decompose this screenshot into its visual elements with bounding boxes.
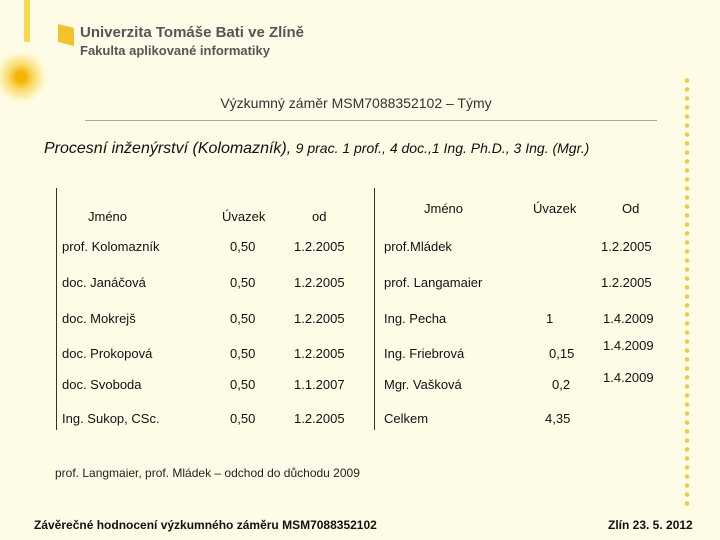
university-name: Univerzita Tomáše Bati ve Zlíně [80, 24, 304, 41]
left-row-4-name: doc. Prokopová [62, 346, 153, 361]
table-left-border [56, 188, 57, 430]
title-divider [85, 120, 657, 121]
left-row-4-from: 1.2.2005 [294, 346, 345, 361]
right-row-6-workload: 4,35 [545, 411, 571, 426]
left-row-2-name: doc. Janáčová [62, 275, 146, 290]
right-row-2-name: prof. Langamaier [384, 275, 483, 290]
left-header-from: od [312, 209, 327, 224]
faculty-name: Fakulta aplikované informatiky [80, 43, 271, 58]
right-header-from: Od [622, 201, 640, 216]
left-row-2-from: 1.2.2005 [294, 275, 345, 290]
left-row-4-workload: 0,50 [230, 346, 256, 361]
decorative-dotted-line [684, 76, 690, 506]
decorative-top-line [24, 0, 30, 42]
project-title: Výzkumný záměr MSM7088352102 – Týmy [220, 95, 492, 111]
right-row-3-name: Ing. Pecha [384, 311, 447, 326]
right-header-name: Jméno [424, 201, 464, 216]
right-row-2-from: 1.2.2005 [601, 275, 652, 290]
university-logo-icon [58, 24, 74, 46]
team-heading-sub: 9 prac. 1 prof., 4 doc.,1 Ing. Ph.D., 3 Ing. (Mgr.) [295, 140, 590, 156]
right-row-4-from: 1.4.2009 [603, 338, 654, 353]
left-row-3-name: doc. Mokrejš [62, 311, 136, 326]
left-row-5-name: doc. Svoboda [62, 377, 142, 392]
left-row-1-from: 1.2.2005 [294, 239, 345, 254]
left-row-1-workload: 0,50 [230, 239, 256, 254]
right-header-workload: Úvazek [533, 201, 577, 216]
retirement-footnote: prof. Langmaier, prof. Mládek – odchod do důchodu 2009 [55, 466, 360, 480]
right-row-5-workload: 0,2 [552, 377, 571, 392]
right-row-3-workload: 1 [546, 311, 554, 326]
left-row-5-workload: 0,50 [230, 377, 256, 392]
left-row-6-name: Ing. Sukop, CSc. [62, 411, 160, 426]
right-row-3-from: 1.4.2009 [603, 311, 654, 326]
right-row-5-from: 1.4.2009 [603, 370, 654, 385]
left-row-5-from: 1.1.2007 [294, 377, 345, 392]
left-row-6-from: 1.2.2005 [294, 411, 345, 426]
table-middle-divider [374, 188, 375, 430]
left-header-workload: Úvazek [222, 209, 266, 224]
team-heading-main: Procesní inženýrství (Kolomazník), [44, 140, 292, 157]
right-row-4-workload: 0,15 [549, 346, 575, 361]
right-row-1-name: prof.Mládek [384, 239, 452, 254]
right-row-4-name: Ing. Friebrová [384, 346, 465, 361]
left-row-3-from: 1.2.2005 [294, 311, 345, 326]
footer-date: Zlín 23. 5. 2012 [608, 518, 693, 532]
left-row-1-name: prof. Kolomazník [62, 239, 160, 254]
right-row-5-name: Mgr. Vašková [384, 377, 462, 392]
team-heading [44, 140, 589, 158]
footer-project: Závěrečné hodnocení výzkumného záměru MSM7088352102 [34, 518, 377, 532]
left-row-3-workload: 0,50 [230, 311, 256, 326]
right-row-1-from: 1.2.2005 [601, 239, 652, 254]
left-row-6-workload: 0,50 [230, 411, 256, 426]
left-header-name: Jméno [88, 209, 128, 224]
right-row-6-name: Celkem [384, 411, 429, 426]
left-row-2-workload: 0,50 [230, 275, 256, 290]
